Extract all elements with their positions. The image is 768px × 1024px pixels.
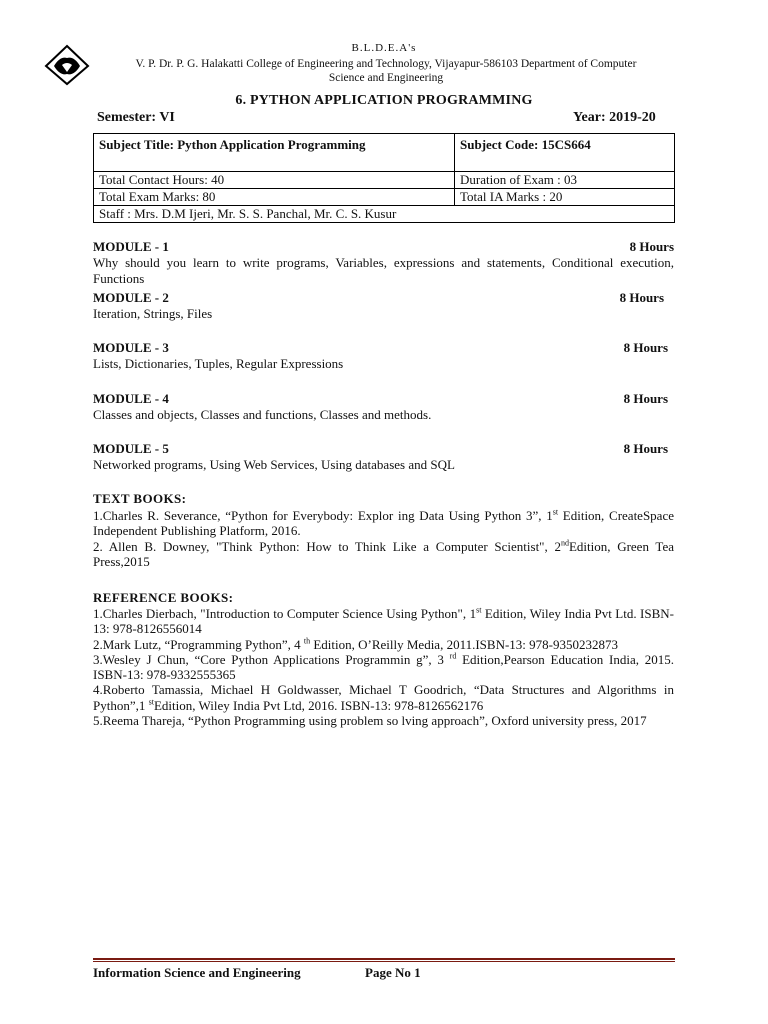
college-line-1: V. P. Dr. P. G. Halakatti College of Engineering and Technology, Vijayapur-586103 Department of Computer — [135, 58, 637, 70]
contact-hours-cell: Total Contact Hours: 40 — [94, 172, 455, 189]
footer-department: Information Science and Engineering — [93, 965, 301, 980]
duration-cell: Duration of Exam : 03 — [455, 172, 675, 189]
module-hours: 8 Hours — [623, 340, 668, 355]
org-name: B.L.D.E.A's — [351, 42, 417, 54]
module-topics: Lists, Dictionaries, Tuples, Regular Expressions — [93, 356, 344, 371]
table-row — [94, 206, 675, 223]
list-item: 1.Charles R. Severance, “Python for Everybody: Explor ing Data Using Python 3”, 1st Edition, CreateSpace Independent Publishing Platform, 2016. — [93, 507, 674, 539]
module-hours: 8 Hours — [623, 391, 668, 406]
module-hours: 8 Hours — [623, 441, 668, 456]
module-title: MODULE - 2 — [93, 290, 169, 305]
list-item: 5.Reema Thareja, “Python Programming using problem so lving approach”, Oxford university press, 2017 — [93, 713, 647, 729]
module-hours: 8 Hours — [619, 290, 664, 305]
college-name — [96, 57, 676, 85]
module-1 — [93, 238, 674, 287]
footer-rule — [93, 958, 675, 960]
module-title: MODULE - 3 — [93, 340, 169, 355]
subject-details-table — [93, 133, 675, 223]
list-item: 2. Allen B. Downey, "Think Python: How to Think Like a Computer Scientist", 2ndEdition, Green Tea Press,2015 — [93, 538, 674, 569]
staff-cell: Staff : Mrs. D.M Ijeri, Mr. S. S. Panchal, Mr. C. S. Kusur — [94, 206, 675, 223]
module-topics: Iteration, Strings, Files — [93, 306, 213, 321]
page-title: 6. PYTHON APPLICATION PROGRAMMING — [235, 93, 533, 108]
reference-books-heading: REFERENCE BOOKS: — [93, 590, 234, 605]
subject-title-cell: Subject Title: Python Application Programming — [94, 134, 455, 172]
list-item: 4.Roberto Tamassia, Michael H Goldwasser, Michael T Goodrich, “Data Structures and Algorithms in Python”,1 $^{st}$Edition, Wiley India Pvt Ltd, 2016. ISBN-13: 978-8126562176 — [93, 682, 674, 713]
list-item: 1.Charles Dierbach, "Introduction to Computer Science Using Python", 1st Edition, Wiley India Pvt Ltd. ISBN-13: 978-8126556014 — [93, 605, 675, 637]
module-title: MODULE - 1 — [93, 239, 169, 254]
ia-marks-cell: Total IA Marks : 20 — [455, 189, 675, 206]
college-line-2: Science and Engineering — [328, 72, 444, 84]
subject-code-cell: Subject Code: 15CS664 — [455, 134, 675, 172]
module-topics: Classes and objects, Classes and functions, Classes and methods. — [93, 407, 432, 422]
module-title: MODULE - 5 — [93, 441, 169, 456]
module-hours: 8 Hours — [629, 239, 674, 254]
module-topics: Networked programs, Using Web Services, Using databases and SQL — [93, 457, 455, 472]
reference-books-list — [93, 606, 674, 728]
page-number: Page No 1 — [365, 965, 421, 980]
year-label: Year: 2019-20 — [573, 110, 656, 125]
module-2 — [93, 289, 674, 322]
table-row — [94, 172, 675, 189]
exam-marks-cell: Total Exam Marks: 80 — [94, 189, 455, 206]
module-3 — [93, 339, 674, 372]
module-topics: Why should you learn to write programs, Variables, expressions and statements, Conditional execution, Functions — [93, 255, 674, 286]
text-books-list — [93, 508, 674, 569]
semester-label: Semester: VI — [97, 110, 175, 125]
module-title: MODULE - 4 — [93, 391, 169, 406]
module-4 — [93, 390, 674, 423]
table-row — [94, 134, 675, 172]
list-item: 3.Wesley J Chun, “Core Python Applications Programmin g”, 3 $^{rd}$ Edition,Pearson Education India, 2015. ISBN-13: 978-9332555365 — [93, 651, 674, 683]
table-row — [94, 189, 675, 206]
list-item: 2.Mark Lutz, “Programming Python”, 4 $^{th}$ Edition, O’Reilly Media, 2011.ISBN-13: 978-9350232873 — [93, 636, 618, 652]
module-5 — [93, 440, 674, 473]
text-books-heading: TEXT BOOKS: — [93, 491, 187, 506]
footer-rule-thin — [93, 961, 675, 962]
